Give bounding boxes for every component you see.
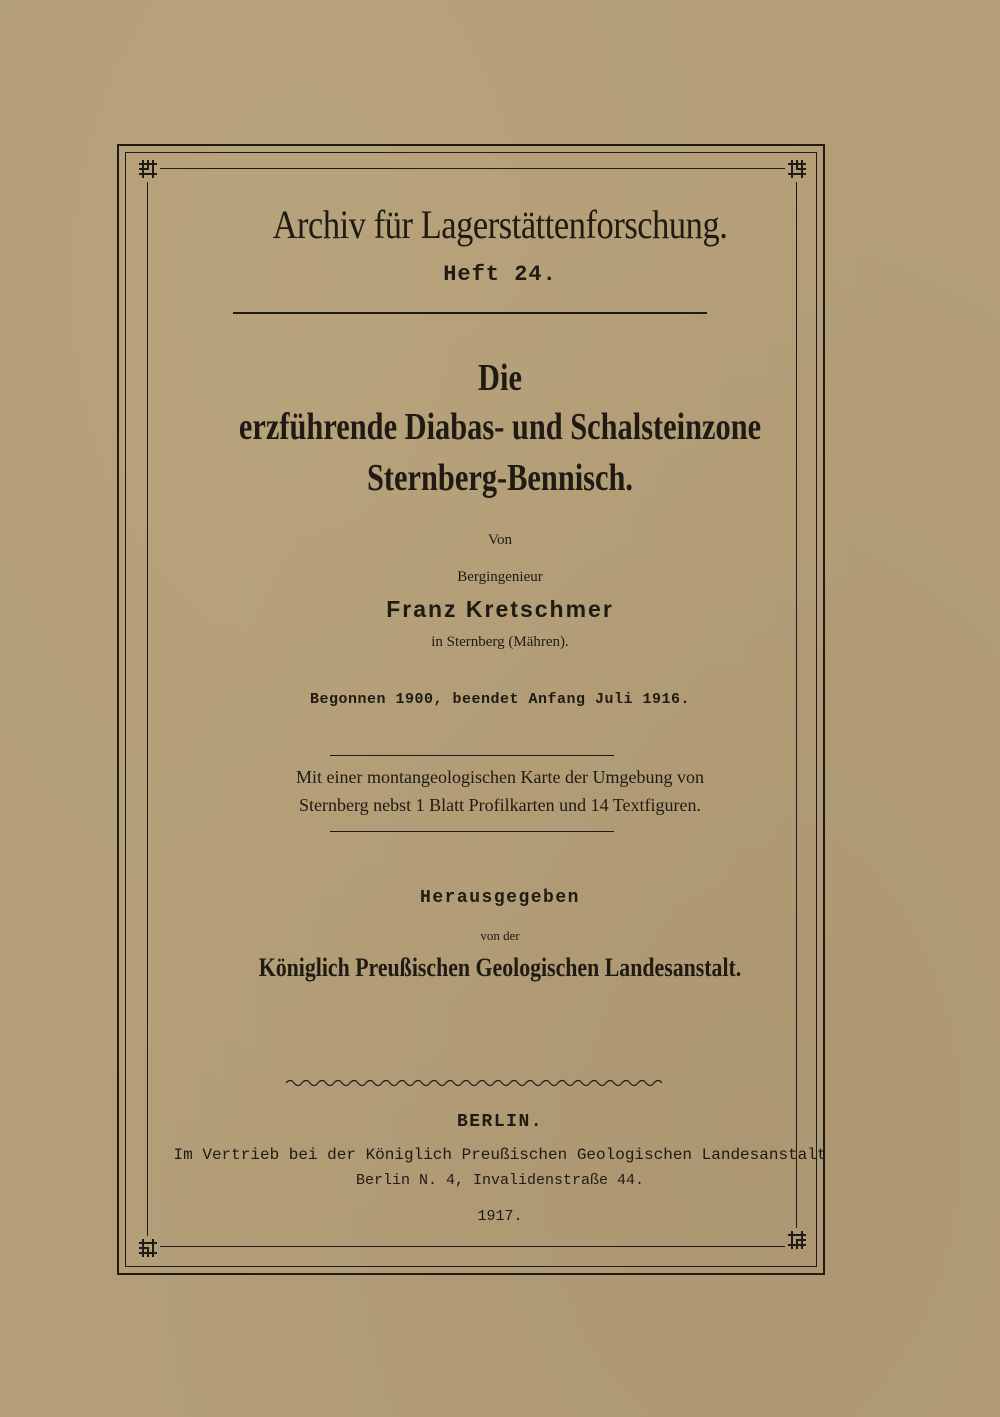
- series-title: Archiv für Lagerstättenforschung.: [272, 202, 728, 247]
- supplement-line-2: Sternberg nebst 1 Blatt Profilkarten und 14 Textfiguren.: [298, 795, 701, 815]
- work-dates: Begonnen 1900, beendet Anfang Juli 1916.: [309, 691, 691, 708]
- author-name: Franz Kretschmer: [386, 596, 614, 622]
- top-ornament-line: [160, 168, 785, 169]
- author-location: in Sternberg (Mähren).: [431, 634, 569, 650]
- supplement-bottom-divider: [330, 831, 614, 832]
- inner-border-frame: [125, 152, 817, 1267]
- supplement-line-1: Mit einer montangeologischen Karte der Umgebung von: [296, 767, 704, 787]
- bottom-left-ornament-icon: [137, 1237, 159, 1259]
- edited-by-label: von der: [480, 928, 520, 943]
- supplement-top-divider: [330, 755, 614, 756]
- publisher-name: Königlich Preußischen Geologischen Landesanstalt.: [258, 953, 742, 982]
- top-right-ornament-icon: [786, 158, 808, 180]
- title-line-1: Die: [478, 357, 522, 399]
- left-ornament-line: [147, 182, 148, 1236]
- bottom-ornament-line: [160, 1246, 785, 1247]
- issue-number: Heft 24.: [443, 262, 557, 287]
- edited-label: Herausgegeben: [420, 888, 580, 908]
- title-line-3: Sternberg-Bennisch.: [367, 457, 633, 499]
- top-left-ornament-icon: [137, 158, 159, 180]
- imprint-year: 1917.: [477, 1208, 523, 1225]
- wavy-divider-ornament: [286, 1078, 662, 1088]
- title-line-2: erzführende Diabas- und Schalsteinzone: [238, 406, 762, 448]
- bottom-right-ornament-icon: [786, 1229, 808, 1251]
- by-label: Von: [488, 532, 512, 548]
- imprint-distribution: Im Vertrieb bei der Königlich Preußischen Geologischen Landesanstalt: [173, 1146, 827, 1164]
- title-divider: [233, 312, 707, 314]
- imprint-city: BERLIN.: [456, 1112, 544, 1132]
- imprint-address: Berlin N. 4, Invalidenstraße 44.: [355, 1172, 645, 1189]
- author-title: Bergingenieur: [457, 569, 543, 585]
